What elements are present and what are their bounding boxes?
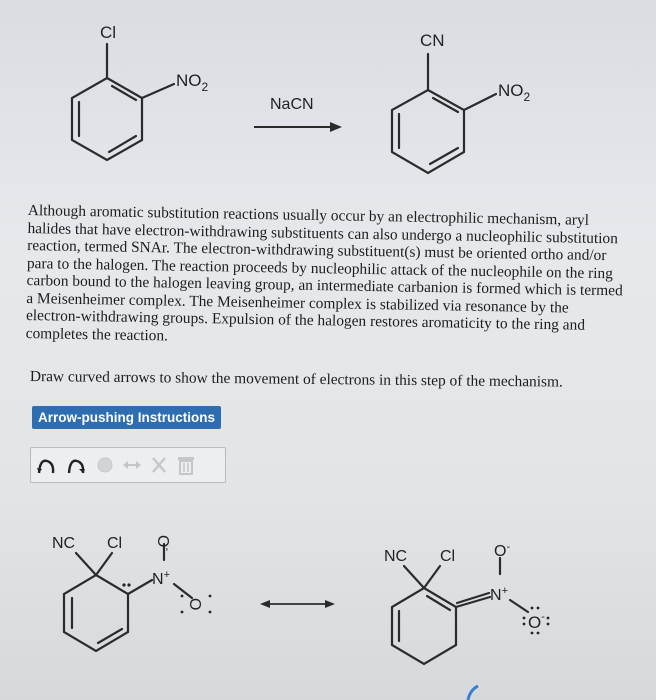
- mechanism-right-structure[interactable]: [384, 541, 549, 664]
- delete-icon[interactable]: [149, 453, 169, 477]
- right-o-top-label: O-: [494, 541, 511, 560]
- left-n-label: N+: [152, 569, 170, 588]
- product-cn-label: CN: [420, 31, 445, 50]
- right-n-label: N+: [490, 585, 508, 604]
- product-molecule: [392, 31, 531, 173]
- drawing-toolbar: [30, 447, 226, 483]
- left-o-right-label: O: [186, 598, 203, 611]
- bidirectional-arrow-icon[interactable]: [121, 453, 143, 477]
- mechanism-left-structure[interactable]: [52, 535, 211, 651]
- reagent-label: NaCN: [270, 96, 314, 113]
- right-cl-label: Cl: [440, 548, 456, 565]
- left-nc-label: NC: [52, 535, 76, 552]
- curved-arrow-single-icon[interactable]: [65, 453, 89, 477]
- reactant-no2-label: $NO_2$: [176, 71, 209, 94]
- left-cl-label: Cl: [107, 535, 123, 552]
- partial-curved-arrow[interactable]: [468, 686, 478, 700]
- right-nc-label: NC: [384, 548, 408, 565]
- product-no2-label: $NO_2$: [498, 81, 531, 104]
- right-o-right-label: O-: [528, 611, 545, 632]
- add-charge-icon[interactable]: [95, 453, 115, 477]
- description-paragraph: Although aromatic substitution reactions usually occur by an electrophilic mechanism, aryl halides that have electron-withdrawing substituents can also undergo a nucleophilic substitution reaction, termed SNAr. The electron-withdrawing substituent(s) must be oriented ortho and/or para to the halogen. The reaction proceeds by nucleophilic attack of the nucleophile on the ring carbon bound to the halogen leaving group, an intermediate carbanion is formed which is termed a Meisenheimer complex. The Meisenheimer complex is stabilized via resonance by the electron-withdrawing groups. Expulsion of the halogen restores aromaticity to the ring and completes the reaction.: [25, 202, 623, 344]
- reaction-arrow: [254, 96, 342, 132]
- arrow-pushing-instructions-button[interactable]: Arrow-pushing Instructions: [32, 406, 221, 429]
- resonance-arrow: [260, 600, 335, 608]
- reactant-molecule: [72, 23, 209, 160]
- trash-icon[interactable]: [175, 453, 197, 477]
- instruction-text: Draw curved arrows to show the movement of electrons in this step of the mechanism.: [29, 368, 563, 391]
- curved-arrow-double-icon[interactable]: [35, 453, 59, 477]
- left-o-top-label: O-: [154, 535, 173, 552]
- reactant-cl-label: Cl: [100, 23, 117, 42]
